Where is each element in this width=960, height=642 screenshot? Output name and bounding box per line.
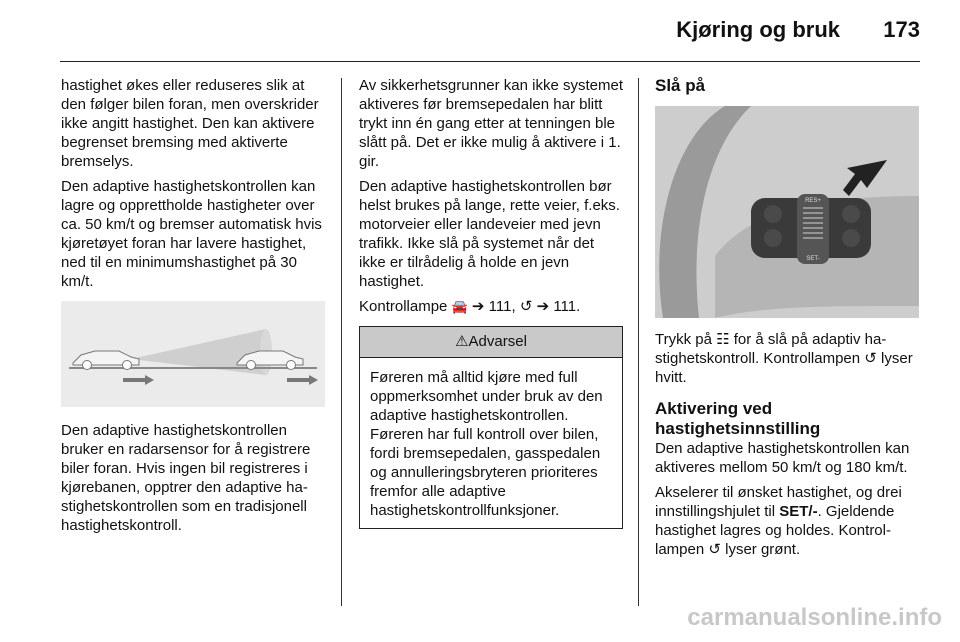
section-title: Kjøring og bruk bbox=[676, 17, 840, 42]
page-ref[interactable]: 111. bbox=[553, 298, 581, 315]
paragraph: hastighet økes eller reduseres slik at den følger bilen foran, men overskrider ikke angitt hastighet. Den kan aktivere begrenset bremsing med aktiverte bremselys. bbox=[61, 77, 319, 170]
warning-header bbox=[360, 327, 622, 358]
page-number: 173 bbox=[883, 17, 920, 42]
cruise-lamp-icon: ↺ bbox=[864, 350, 877, 367]
paragraph bbox=[655, 483, 923, 559]
paragraph: Den adaptive hastighetskontrollen kan aktiveres mellom 50 km/t og 180 km/t. bbox=[655, 440, 910, 476]
paragraph: Av sikkerhetsgrunner kan ikke systemet aktiveres før bremsepedalen har blitt trykt inn én gang etter at tenningen ble slått på. Det er ikke mulig å aktivere i 1. gir. bbox=[359, 77, 624, 170]
steering-wheel-illustration bbox=[655, 106, 919, 318]
radar-illustration bbox=[61, 301, 325, 407]
control-lamp-line bbox=[359, 297, 624, 316]
column-divider-1 bbox=[341, 78, 342, 606]
text-span: lyser hvitt. bbox=[655, 350, 913, 386]
page-ref[interactable]: 111, bbox=[488, 298, 516, 315]
res-label: RES+ bbox=[805, 198, 821, 204]
activation-text bbox=[655, 330, 923, 387]
text-span: for å slå på adaptiv hastighetskontroll. Kontrollampen bbox=[655, 331, 887, 367]
header-divider bbox=[60, 61, 920, 62]
paragraph: Den adaptive hastighetskontrollen kan lagre og opprettholde hastigheter over ca. 50 km/t og bremser automatisk hvis kjøretøyet foran har lavere hastighet, ned til en minimumshastighet på 30 km/t. bbox=[61, 178, 322, 290]
page-header bbox=[0, 0, 960, 62]
warning-title: Advarsel bbox=[468, 333, 527, 350]
page-ref-icon: ➔ bbox=[471, 298, 485, 315]
paragraph: Den adaptive hastighetskontrollen bruker en radarsensor for å registrere biler foran. Hvis ingen bil registreres i kjørebanen, opptrer den adaptive hastighetskontrollen som en tradisjonell hastighetskontroll. bbox=[61, 422, 311, 534]
warning-icon: ⚠ bbox=[455, 333, 469, 350]
control-lamp-label: Kontrollampe bbox=[359, 298, 448, 315]
column-divider-2 bbox=[638, 78, 639, 606]
warning-box bbox=[359, 326, 623, 529]
column-2 bbox=[359, 76, 624, 529]
cruise-lamp-icon: ↺ bbox=[519, 298, 533, 315]
section-heading: Slå på bbox=[655, 76, 706, 95]
text-span: lyser grønt. bbox=[725, 541, 801, 558]
column-1 bbox=[61, 76, 327, 541]
text-span: . Gjeldende hastighet lagres og holdes. Kontrollampen bbox=[655, 503, 895, 558]
set-label: SET- bbox=[806, 256, 820, 262]
watermark: carmanualsonline.info bbox=[687, 604, 942, 631]
warning-text: Føreren må alltid kjøre med full oppmerksomhet under bruk av den adaptive hastighetskontrollen. Føreren har full kontroll over bilen, fordi bremsepedalen, gasspedalen og annulleringsbryteren prioriteres fremfor alle adaptive hastighetskontrollfunksjoner. bbox=[370, 369, 603, 519]
car-lamp-icon: 🚘 bbox=[451, 299, 468, 314]
set-label-bold: SET/- bbox=[779, 503, 818, 520]
text-span: Trykk på bbox=[655, 331, 712, 348]
text-span: Akselerer til ønsket hastighet, og drei innstillingshjulet til bbox=[655, 484, 902, 520]
column-3 bbox=[655, 76, 923, 565]
paragraph: Den adaptive hastighetskontrollen bør helst brukes på lange, rette veier, f.eks. motorveier eller landeveier med jevn trafikk. Ikke slå på systemet når det ikke er tilrådelig å holde en jevn hastighet. bbox=[359, 178, 620, 290]
page-ref-icon: ➔ bbox=[536, 298, 550, 315]
section-heading: Aktivering ved hastighetsinnstilling bbox=[655, 399, 821, 438]
adaptive-cruise-button-icon: ☷ bbox=[716, 331, 730, 348]
cruise-lamp-icon: ↺ bbox=[708, 541, 721, 558]
